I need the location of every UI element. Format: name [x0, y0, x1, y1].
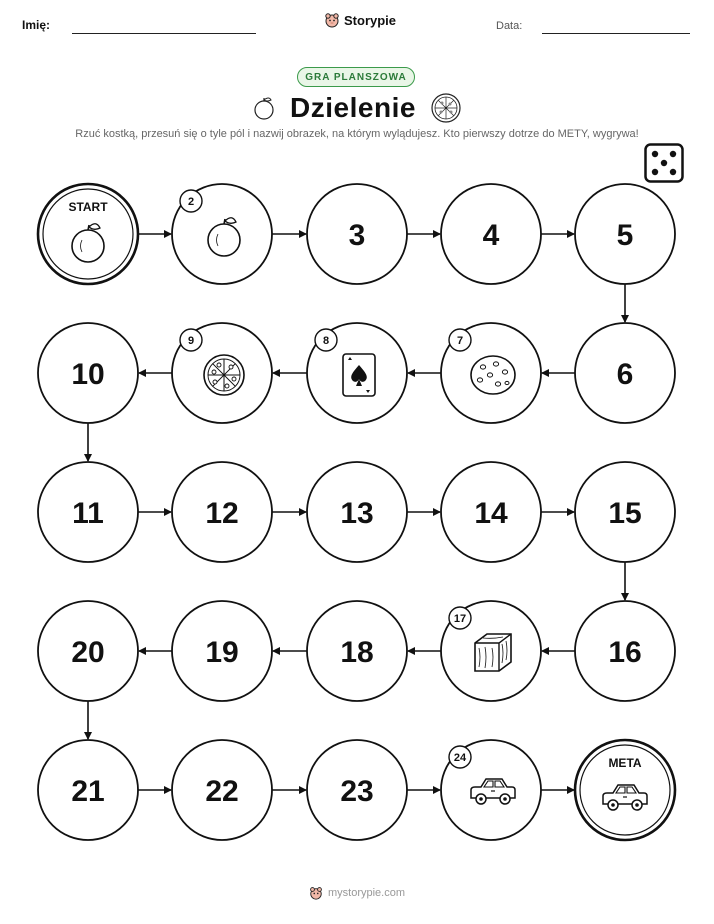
start-space — [38, 184, 138, 284]
finish-space — [575, 740, 675, 840]
board-space-23 — [307, 740, 407, 840]
finish-label: META — [608, 756, 642, 770]
storypie-mascot-icon — [309, 886, 323, 900]
board-space-11 — [38, 462, 138, 562]
pizza-icon — [204, 355, 244, 395]
cookie-icon — [471, 356, 515, 394]
board-space-9 — [172, 323, 272, 423]
footer-site: mystorypie.com — [327, 887, 406, 899]
board-space-12 — [172, 462, 272, 562]
footer — [0, 886, 714, 900]
game-type-badge: GRA PLANSZOWA — [297, 67, 415, 87]
space-number: 6 — [616, 358, 634, 391]
space-number: 15 — [608, 497, 642, 530]
board-space-7 — [441, 323, 541, 423]
board-space-14 — [441, 462, 541, 562]
space-number: 14 — [474, 497, 508, 530]
board-space-21 — [38, 740, 138, 840]
page-title: Dzielenie — [290, 92, 416, 123]
space-number: 4 — [482, 219, 500, 252]
board-space-20 — [38, 601, 138, 701]
space-number: 8 — [322, 335, 330, 347]
space-number: 16 — [608, 636, 642, 669]
board-space-2 — [172, 184, 272, 284]
board-space-4 — [441, 184, 541, 284]
space-number: 19 — [205, 636, 239, 669]
space-number: 24 — [453, 752, 467, 764]
board-space-5 — [575, 184, 675, 284]
brand-name: Storypie — [344, 12, 397, 28]
space-number: 11 — [72, 497, 104, 530]
board-space-16 — [575, 601, 675, 701]
wooden-block-icon — [475, 634, 511, 671]
space-number: 23 — [340, 775, 374, 808]
space-number: 22 — [205, 775, 239, 808]
playing-card-icon — [343, 354, 375, 396]
instructions: Rzuć kostką, przesuń się o tyle pól i nazwij obrazek, na którym wylądujesz. Kto pierwszy dotrze do METY, wygrywa! — [75, 128, 639, 140]
space-number: 5 — [616, 219, 634, 252]
name-label: Imię: — [22, 18, 51, 32]
space-number: 2 — [187, 196, 195, 208]
board-space-22 — [172, 740, 272, 840]
space-number: 13 — [340, 497, 374, 530]
space-number: 21 — [71, 775, 105, 808]
start-label: START — [68, 200, 108, 214]
board-space-10 — [38, 323, 138, 423]
board-space-15 — [575, 462, 675, 562]
board-space-24 — [441, 740, 541, 840]
board-space-6 — [575, 323, 675, 423]
board-space-3 — [307, 184, 407, 284]
space-number: 7 — [456, 335, 464, 347]
board-space-17 — [441, 601, 541, 701]
space-number: 12 — [205, 497, 239, 530]
space-number: 9 — [187, 335, 195, 347]
board-space-19 — [172, 601, 272, 701]
board-space-18 — [307, 601, 407, 701]
space-number: 18 — [340, 636, 374, 669]
board-space-8 — [307, 323, 407, 423]
board-space-13 — [307, 462, 407, 562]
board-spaces — [38, 184, 675, 840]
space-number: 10 — [71, 358, 105, 391]
space-number: 17 — [453, 613, 467, 625]
date-label: Data: — [496, 20, 523, 32]
space-number: 20 — [71, 636, 105, 669]
space-number: 3 — [348, 219, 366, 252]
